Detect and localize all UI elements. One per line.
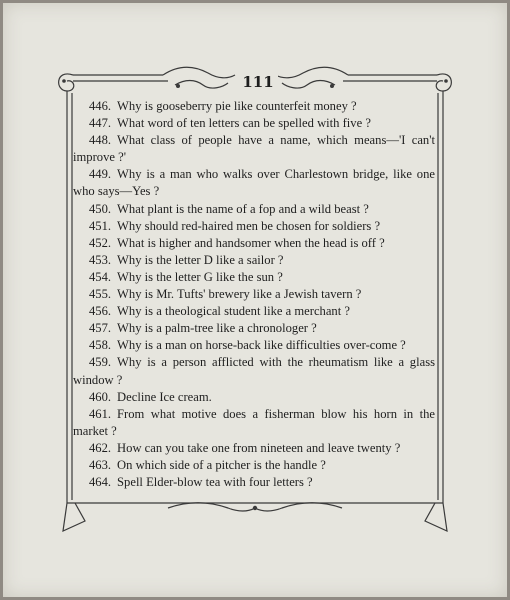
riddle-number: 454. [89,269,112,284]
riddle-number: 460. [89,389,112,404]
riddle-number: 450. [89,201,112,216]
riddle-number: 447. [89,116,112,131]
riddle-text: Why is a person afflicted with the rheumatism like a glass window ? [73,355,435,387]
riddle-number: 457. [89,321,112,336]
riddle-item [73,286,435,303]
riddle-item [73,354,435,388]
riddle-text: Spell Elder-blow tea with four letters ? [117,475,313,490]
riddle-text: What plant is the name of a fop and a wild beast ? [117,201,369,216]
riddle-item [73,115,435,132]
riddle-item [73,440,435,457]
riddle-number: 448. [89,133,112,148]
riddle-text: What word of ten letters can be spelled with five ? [117,116,371,131]
riddle-text: From what motive does a fisherman blow his horn in the market ? [73,406,435,438]
riddle-text: Why is the letter G like the sun ? [117,269,283,284]
riddle-number: 461. [89,406,112,421]
riddle-item [73,389,435,406]
book-page [3,3,507,597]
riddle-number: 458. [89,338,112,353]
riddle-text: Why is the letter D like a sailor ? [117,252,284,267]
riddle-item [73,457,435,474]
riddle-text: What is higher and handsomer when the head is off ? [117,235,385,250]
riddle-number: 456. [89,304,112,319]
riddle-text: Why should red-haired men be chosen for soldiers ? [117,218,381,233]
riddle-list [73,98,435,491]
riddle-number: 446. [89,99,112,113]
riddle-item [73,218,435,235]
riddle-number: 452. [89,235,112,250]
riddle-text: Why is a palm-tree like a chronologer ? [117,321,317,336]
riddle-number: 462. [89,440,112,455]
riddle-item [73,269,435,286]
riddle-number: 451. [89,218,112,233]
riddle-text: What class of people have a name, which means—'I can't improve ?' [73,133,435,165]
riddle-item [73,98,435,115]
riddle-text: On which side of a pitcher is the handle ? [117,457,326,472]
riddle-item [73,320,435,337]
riddle-number: 455. [89,287,112,302]
riddle-item [73,474,435,491]
riddle-number: 459. [89,355,112,370]
riddle-item [73,235,435,252]
riddle-number: 464. [89,475,112,490]
page-number: 111 [238,73,278,91]
riddle-number: 449. [89,167,112,182]
riddle-item [73,303,435,320]
riddle-item [73,406,435,440]
riddle-text: Decline Ice cream. [117,389,212,404]
riddle-item [73,337,435,354]
riddle-item [73,166,435,200]
riddle-text: Why is a theological student like a merchant ? [117,304,350,319]
riddle-item [73,201,435,218]
riddle-number: 453. [89,252,112,267]
riddle-text: Why is Mr. Tufts' brewery like a Jewish tavern ? [117,287,362,302]
riddle-text: Why is gooseberry pie like counterfeit money ? [117,99,357,113]
riddle-text: Why is a man who walks over Charlestown bridge, like one who says—Yes ? [73,167,435,199]
riddle-item [73,132,435,166]
riddle-text: Why is a man on horse-back like difficulties over-come ? [117,338,406,353]
riddle-number: 463. [89,457,112,472]
riddle-item [73,252,435,269]
riddle-text: How can you take one from nineteen and leave twenty ? [117,440,401,455]
